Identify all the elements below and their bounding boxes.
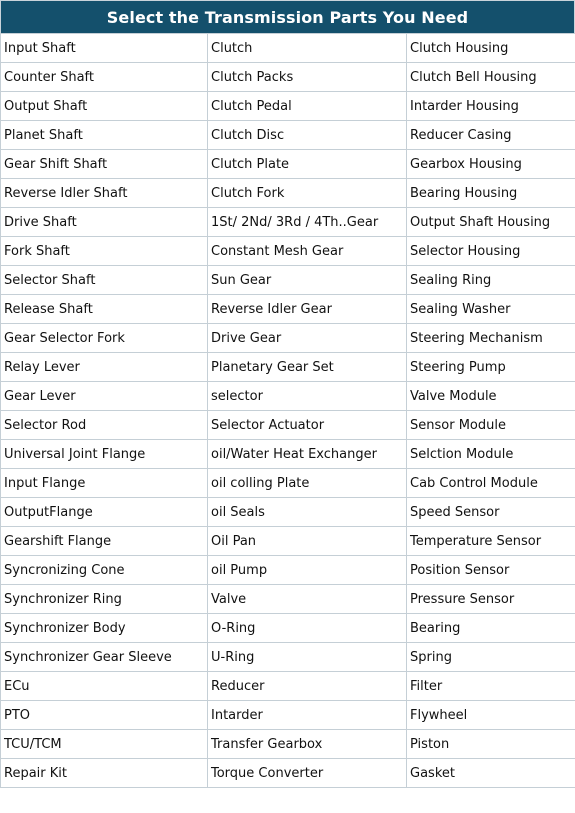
table-cell: Flywheel [407, 701, 575, 730]
table-cell: Drive Gear [208, 324, 407, 353]
table-cell: Counter Shaft [1, 63, 208, 92]
table-cell: Torque Converter [208, 759, 407, 788]
table-cell: Sealing Ring [407, 266, 575, 295]
table-row [1, 498, 575, 527]
table-cell: Speed Sensor [407, 498, 575, 527]
table-row [1, 92, 575, 121]
table-row [1, 324, 575, 353]
table-cell: 1St/ 2Nd/ 3Rd / 4Th..Gear [208, 208, 407, 237]
table-cell: Valve Module [407, 382, 575, 411]
table-cell: Piston [407, 730, 575, 759]
table-row [1, 63, 575, 92]
table-cell: Selector Rod [1, 411, 208, 440]
table-cell: Gearbox Housing [407, 150, 575, 179]
table-row [1, 440, 575, 469]
table-row [1, 353, 575, 382]
table-cell: oil Seals [208, 498, 407, 527]
table-cell: U-Ring [208, 643, 407, 672]
table-row [1, 121, 575, 150]
table-row [1, 614, 575, 643]
table-cell: Cab Control Module [407, 469, 575, 498]
table-cell: Steering Mechanism [407, 324, 575, 353]
table-cell: Gearshift Flange [1, 527, 208, 556]
table-cell: Planet Shaft [1, 121, 208, 150]
table-row [1, 150, 575, 179]
table-row [1, 382, 575, 411]
table-cell: Clutch Bell Housing [407, 63, 575, 92]
table-cell: Sensor Module [407, 411, 575, 440]
table-cell: Relay Lever [1, 353, 208, 382]
table-cell: Filter [407, 672, 575, 701]
table-cell: Output Shaft Housing [407, 208, 575, 237]
table-cell: Synchronizer Gear Sleeve [1, 643, 208, 672]
table-cell: Synchronizer Body [1, 614, 208, 643]
table-cell: Universal Joint Flange [1, 440, 208, 469]
table-cell: Gasket [407, 759, 575, 788]
table-cell: Bearing [407, 614, 575, 643]
table-row [1, 411, 575, 440]
table-row [1, 672, 575, 701]
table-cell: Output Shaft [1, 92, 208, 121]
table-cell: Position Sensor [407, 556, 575, 585]
table-cell: oil Pump [208, 556, 407, 585]
table-cell: Sealing Washer [407, 295, 575, 324]
table-cell: oil/Water Heat Exchanger [208, 440, 407, 469]
table-row [1, 759, 575, 788]
table-row [1, 295, 575, 324]
table-cell: Selector Housing [407, 237, 575, 266]
table-cell: Oil Pan [208, 527, 407, 556]
table-cell: Clutch Packs [208, 63, 407, 92]
table-row [1, 469, 575, 498]
table-cell: Repair Kit [1, 759, 208, 788]
page-title: Select the Transmission Parts You Need [0, 0, 575, 33]
table-cell: Valve [208, 585, 407, 614]
table-cell: Clutch Disc [208, 121, 407, 150]
table-cell: Selector Actuator [208, 411, 407, 440]
table-cell: Clutch Fork [208, 179, 407, 208]
table-cell: Constant Mesh Gear [208, 237, 407, 266]
table-cell: Reverse Idler Shaft [1, 179, 208, 208]
table-row [1, 179, 575, 208]
table-cell: Spring [407, 643, 575, 672]
table-cell: Reverse Idler Gear [208, 295, 407, 324]
table-cell: Bearing Housing [407, 179, 575, 208]
table-cell: Reducer [208, 672, 407, 701]
table-cell: Selector Shaft [1, 266, 208, 295]
table-row [1, 585, 575, 614]
table-row [1, 237, 575, 266]
table-cell: Clutch Housing [407, 34, 575, 63]
table-cell: Synchronizer Ring [1, 585, 208, 614]
table-cell: Reducer Casing [407, 121, 575, 150]
table-cell: Release Shaft [1, 295, 208, 324]
table-row [1, 266, 575, 295]
table-cell: Planetary Gear Set [208, 353, 407, 382]
table-row [1, 643, 575, 672]
table-row [1, 701, 575, 730]
table-cell: Gear Shift Shaft [1, 150, 208, 179]
table-cell: Input Shaft [1, 34, 208, 63]
table-cell: O-Ring [208, 614, 407, 643]
parts-table-body [1, 34, 575, 788]
table-cell: Syncronizing Cone [1, 556, 208, 585]
table-cell: Intarder Housing [407, 92, 575, 121]
table-cell: selector [208, 382, 407, 411]
table-cell: Selction Module [407, 440, 575, 469]
table-cell: oil colling Plate [208, 469, 407, 498]
table-cell: PTO [1, 701, 208, 730]
table-cell: Gear Lever [1, 382, 208, 411]
table-cell: Intarder [208, 701, 407, 730]
table-cell: Gear Selector Fork [1, 324, 208, 353]
table-row [1, 208, 575, 237]
table-cell: TCU/TCM [1, 730, 208, 759]
table-cell: Temperature Sensor [407, 527, 575, 556]
table-cell: OutputFlange [1, 498, 208, 527]
table-row [1, 34, 575, 63]
table-cell: Steering Pump [407, 353, 575, 382]
table-cell: Clutch [208, 34, 407, 63]
table-cell: Sun Gear [208, 266, 407, 295]
table-row [1, 730, 575, 759]
table-cell: Clutch Plate [208, 150, 407, 179]
table-row [1, 527, 575, 556]
table-row [1, 556, 575, 585]
table-cell: Clutch Pedal [208, 92, 407, 121]
table-cell: Drive Shaft [1, 208, 208, 237]
table-cell: Pressure Sensor [407, 585, 575, 614]
parts-table [0, 33, 575, 788]
table-cell: Transfer Gearbox [208, 730, 407, 759]
table-cell: ECu [1, 672, 208, 701]
table-cell: Fork Shaft [1, 237, 208, 266]
table-cell: Input Flange [1, 469, 208, 498]
